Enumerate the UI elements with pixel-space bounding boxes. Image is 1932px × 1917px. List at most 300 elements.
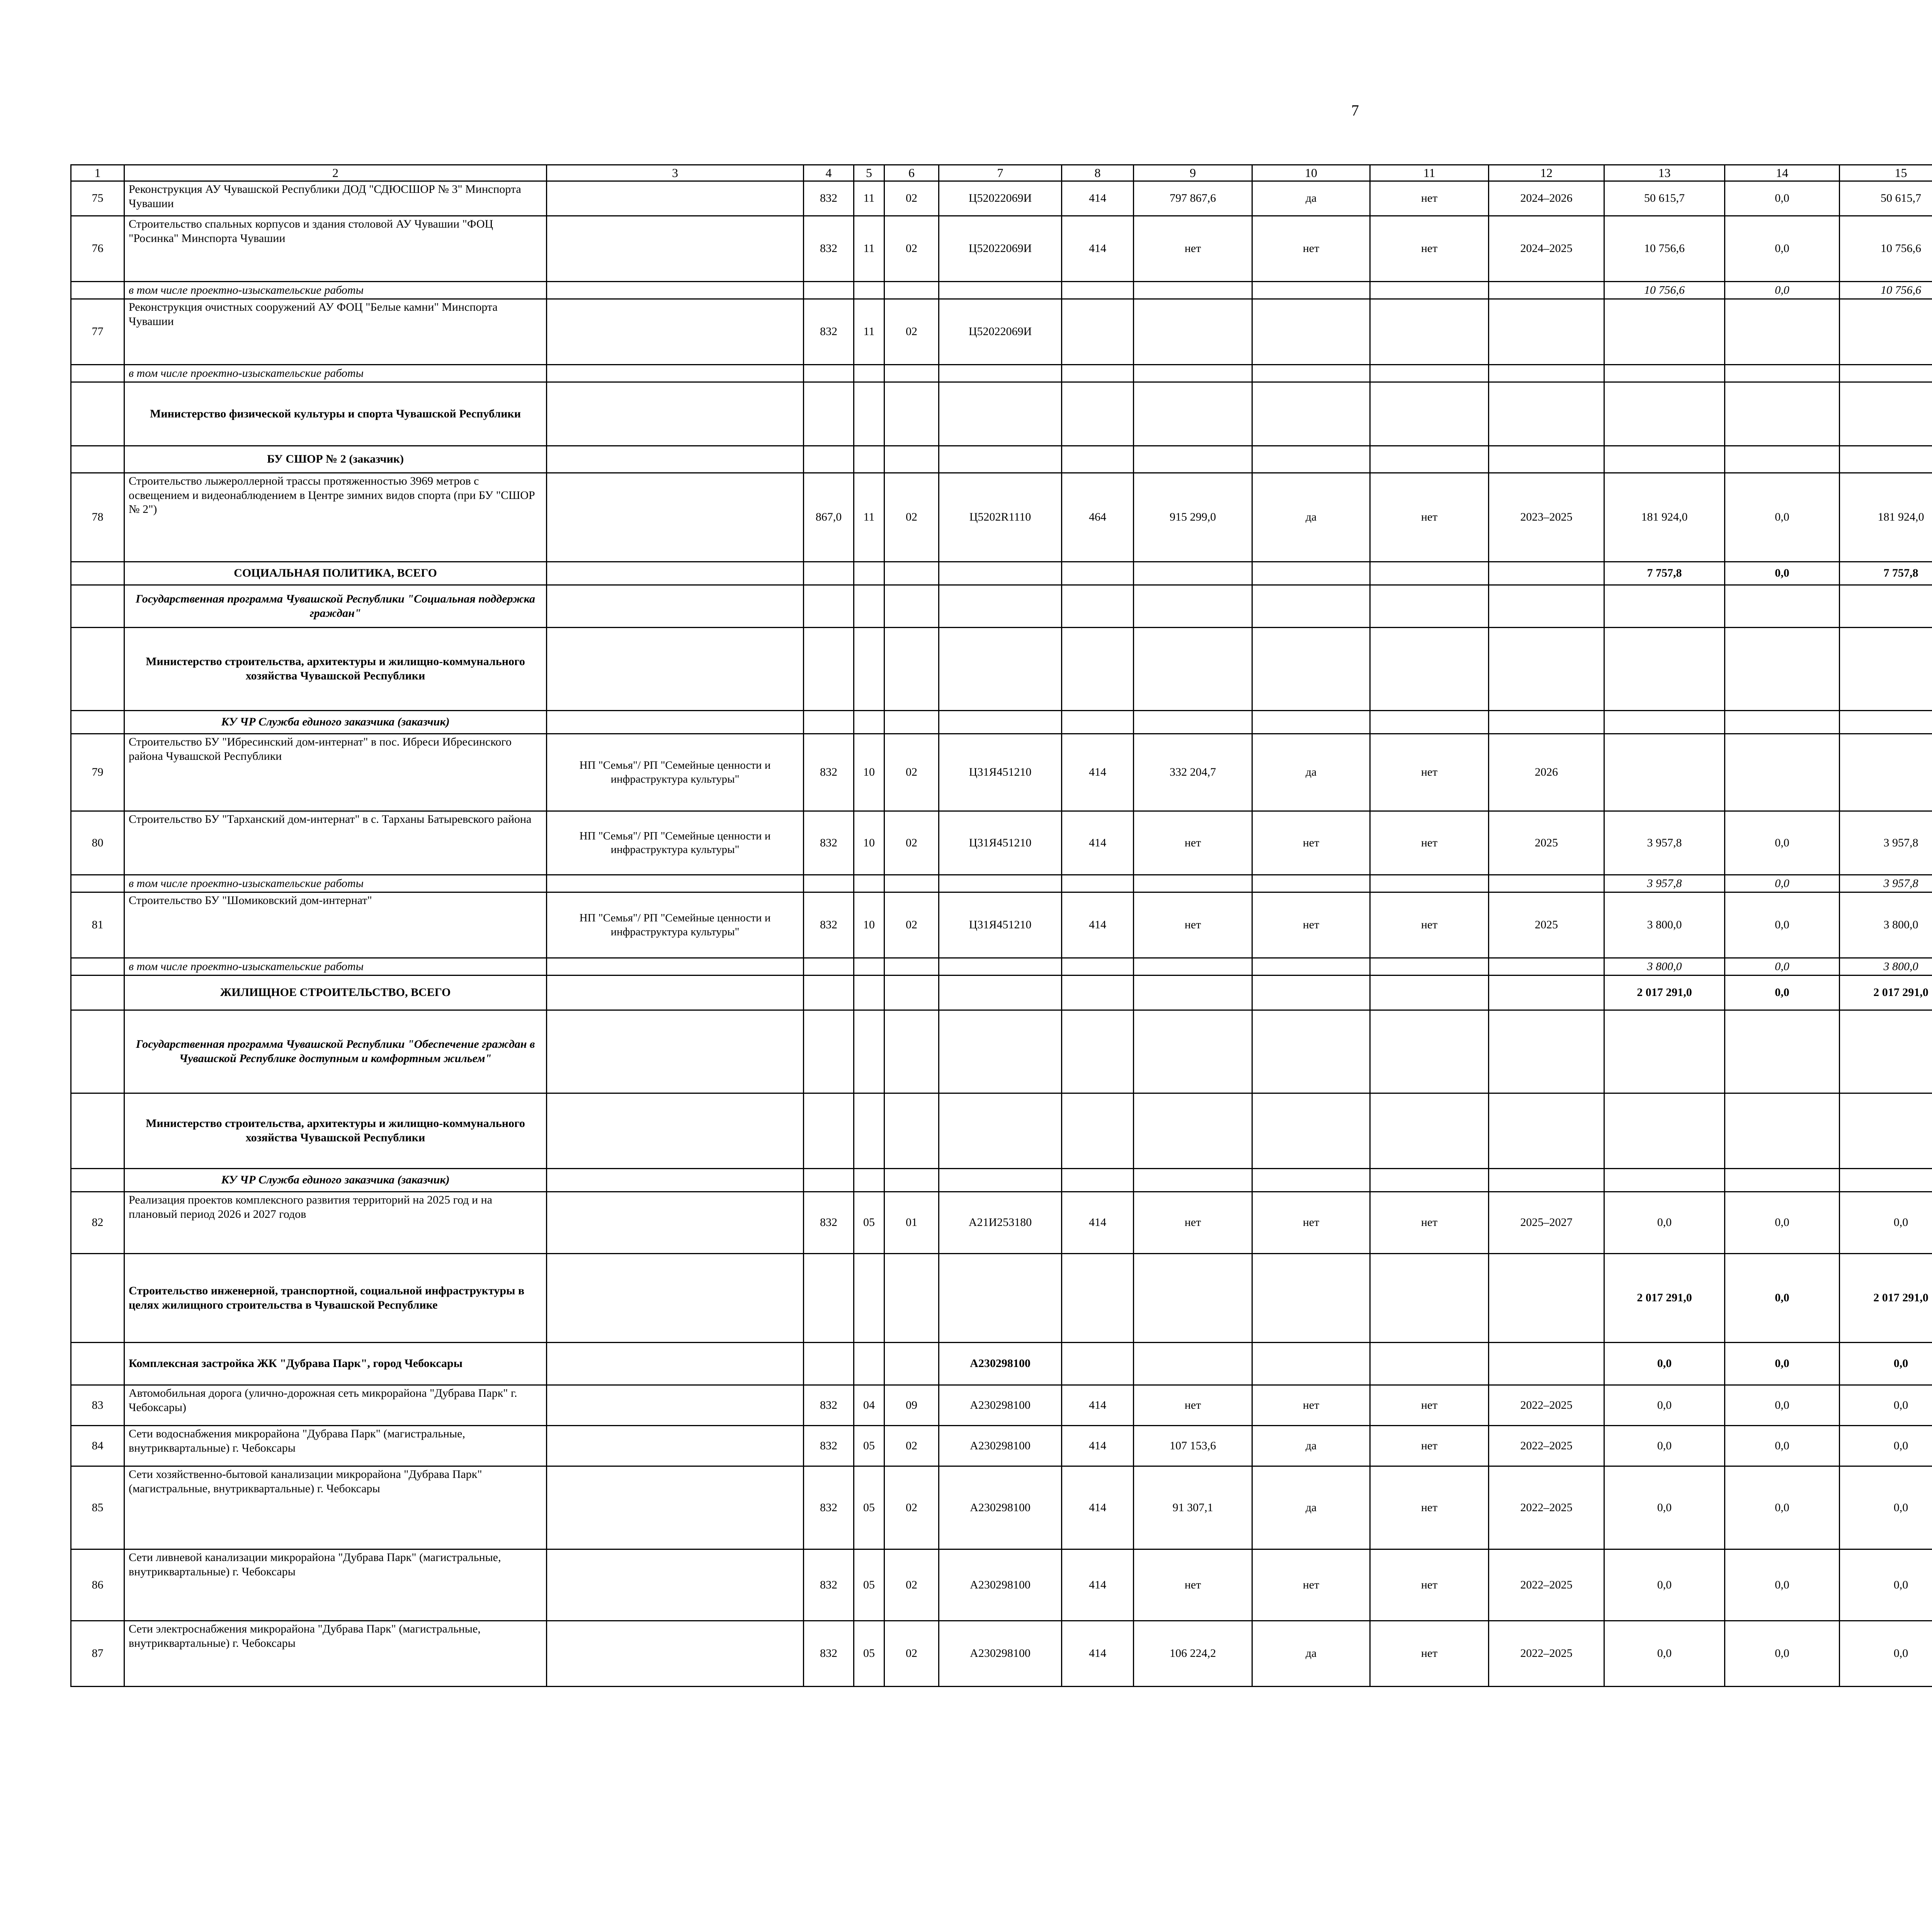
table-row xyxy=(71,473,1932,562)
table-cell-col-13 xyxy=(1604,446,1725,473)
table-cell-col-14: 0,0 xyxy=(1725,216,1840,282)
table-cell-col-3 xyxy=(547,1466,804,1549)
table-cell-col-7: Ц5202R1110 xyxy=(939,473,1062,562)
row-number-cell xyxy=(71,628,124,711)
table-cell-col-13: 3 800,0 xyxy=(1604,892,1725,958)
table-cell-col-5 xyxy=(854,382,884,446)
table-cell-col-10 xyxy=(1252,1093,1370,1169)
table-cell-col-13: 0,0 xyxy=(1604,1385,1725,1426)
table-row xyxy=(71,365,1932,382)
table-cell-col-3 xyxy=(547,1010,804,1093)
table-row xyxy=(71,1466,1932,1549)
table-cell-col-3 xyxy=(547,1254,804,1343)
table-cell-col-11: нет xyxy=(1370,1192,1489,1254)
table-cell-col-3 xyxy=(547,1426,804,1466)
table-cell-col-9: нет xyxy=(1134,216,1252,282)
table-cell-col-6 xyxy=(884,365,939,382)
table-cell-col-15 xyxy=(1840,1010,1932,1093)
table-cell-col-3 xyxy=(547,216,804,282)
table-cell-col-10: да xyxy=(1252,473,1370,562)
table-cell-col-4 xyxy=(804,976,854,1010)
table-cell-col-11: нет xyxy=(1370,473,1489,562)
row-number-cell: 75 xyxy=(71,181,124,216)
object-name-cell: Реконструкция АУ Чувашской Республики ДОД "СДЮСШОР № 3" Минспорта Чувашии xyxy=(124,181,547,216)
table-cell-col-3 xyxy=(547,562,804,585)
table-cell-col-12 xyxy=(1489,299,1604,365)
table-cell-col-4 xyxy=(804,711,854,734)
table-cell-col-15: 50 615,7 xyxy=(1840,181,1932,216)
table-cell-col-10: нет xyxy=(1252,1549,1370,1621)
table-cell-col-11 xyxy=(1370,1343,1489,1385)
table-cell-col-9 xyxy=(1134,446,1252,473)
table-cell-col-5: 04 xyxy=(854,1385,884,1426)
table-cell-col-4: 832 xyxy=(804,216,854,282)
table-cell-col-12: 2022–2025 xyxy=(1489,1426,1604,1466)
table-cell-col-11 xyxy=(1370,711,1489,734)
table-cell-col-15: 0,0 xyxy=(1840,1621,1932,1687)
table-cell-col-13: 0,0 xyxy=(1604,1343,1725,1385)
column-number-1: 1 xyxy=(71,165,124,181)
table-cell-col-6 xyxy=(884,1010,939,1093)
table-cell-col-12 xyxy=(1489,282,1604,299)
table-cell-col-12 xyxy=(1489,382,1604,446)
page-number: 7 xyxy=(1351,102,1359,119)
table-cell-col-11 xyxy=(1370,875,1489,892)
table-cell-col-4: 832 xyxy=(804,299,854,365)
table-row xyxy=(71,628,1932,711)
table-cell-col-10: нет xyxy=(1252,1192,1370,1254)
row-number-cell xyxy=(71,958,124,976)
table-cell-col-3 xyxy=(547,365,804,382)
table-cell-col-14: 0,0 xyxy=(1725,473,1840,562)
table-cell-col-9: нет xyxy=(1134,1549,1252,1621)
table-cell-col-5: 10 xyxy=(854,892,884,958)
table-cell-col-14: 0,0 xyxy=(1725,1466,1840,1549)
table-cell-col-8: 414 xyxy=(1062,181,1134,216)
row-number-cell: 82 xyxy=(71,1192,124,1254)
table-cell-col-7 xyxy=(939,711,1062,734)
table-cell-col-3 xyxy=(547,1169,804,1192)
table-cell-col-15: 10 756,6 xyxy=(1840,282,1932,299)
table-cell-col-12 xyxy=(1489,562,1604,585)
table-cell-col-12 xyxy=(1489,1093,1604,1169)
table-cell-col-10 xyxy=(1252,976,1370,1010)
object-name-cell: Министерство физической культуры и спорта Чувашской Республики xyxy=(124,382,547,446)
table-cell-col-12: 2023–2025 xyxy=(1489,473,1604,562)
table-cell-col-7 xyxy=(939,958,1062,976)
table-cell-col-7: А230298100 xyxy=(939,1549,1062,1621)
table-row xyxy=(71,282,1932,299)
table-cell-col-12 xyxy=(1489,711,1604,734)
table-cell-col-13 xyxy=(1604,628,1725,711)
table-cell-col-13: 2 017 291,0 xyxy=(1604,976,1725,1010)
table-cell-col-14 xyxy=(1725,711,1840,734)
table-cell-col-3 xyxy=(547,1343,804,1385)
table-cell-col-6 xyxy=(884,958,939,976)
table-cell-col-14: 0,0 xyxy=(1725,282,1840,299)
table-cell-col-13 xyxy=(1604,1010,1725,1093)
table-cell-col-12 xyxy=(1489,976,1604,1010)
table-cell-col-15 xyxy=(1840,734,1932,811)
table-cell-col-13: 0,0 xyxy=(1604,1192,1725,1254)
table-cell-col-5: 11 xyxy=(854,473,884,562)
table-cell-col-8: 464 xyxy=(1062,473,1134,562)
table-cell-col-7 xyxy=(939,1093,1062,1169)
table-cell-col-10 xyxy=(1252,875,1370,892)
table-row xyxy=(71,181,1932,216)
table-cell-col-6 xyxy=(884,446,939,473)
table-cell-col-8 xyxy=(1062,628,1134,711)
table-cell-col-6: 01 xyxy=(884,1192,939,1254)
column-number-13: 13 xyxy=(1604,165,1725,181)
table-cell-col-12 xyxy=(1489,585,1604,628)
table-cell-col-12: 2025–2027 xyxy=(1489,1192,1604,1254)
table-cell-col-8 xyxy=(1062,1010,1134,1093)
table-cell-col-9 xyxy=(1134,1254,1252,1343)
row-number-cell: 87 xyxy=(71,1621,124,1687)
table-cell-col-12: 2024–2026 xyxy=(1489,181,1604,216)
investment-table xyxy=(70,164,1932,1687)
table-cell-col-3 xyxy=(547,958,804,976)
table-cell-col-9: 915 299,0 xyxy=(1134,473,1252,562)
table-cell-col-13 xyxy=(1604,299,1725,365)
table-cell-col-15 xyxy=(1840,299,1932,365)
object-name-cell: Строительство инженерной, транспортной, социальной инфраструктуры в целях жилищного строительства в Чувашской Республике xyxy=(124,1254,547,1343)
object-name-cell: Реконструкция очистных сооружений АУ ФОЦ "Белые камни" Минспорта Чувашии xyxy=(124,299,547,365)
table-cell-col-15: 181 924,0 xyxy=(1840,473,1932,562)
table-cell-col-15: 0,0 xyxy=(1840,1385,1932,1426)
table-cell-col-9 xyxy=(1134,365,1252,382)
table-cell-col-7: А230298100 xyxy=(939,1343,1062,1385)
table-cell-col-14: 0,0 xyxy=(1725,181,1840,216)
column-number-11: 11 xyxy=(1370,165,1489,181)
table-cell-col-12: 2022–2025 xyxy=(1489,1621,1604,1687)
table-cell-col-9 xyxy=(1134,976,1252,1010)
table-cell-col-5: 11 xyxy=(854,181,884,216)
table-cell-col-4 xyxy=(804,1343,854,1385)
table-cell-col-6 xyxy=(884,711,939,734)
table-cell-col-10: нет xyxy=(1252,216,1370,282)
row-number-cell xyxy=(71,562,124,585)
table-cell-col-10 xyxy=(1252,1254,1370,1343)
table-cell-col-8: 414 xyxy=(1062,1426,1134,1466)
table-row xyxy=(71,216,1932,282)
table-cell-col-14: 0,0 xyxy=(1725,1254,1840,1343)
object-name-cell: Строительство БУ "Ибресинский дом-интернат" в пос. Ибреси Ибресинского района Чувашской Республики xyxy=(124,734,547,811)
table-cell-col-10 xyxy=(1252,562,1370,585)
table-row xyxy=(71,976,1932,1010)
table-cell-col-4 xyxy=(804,446,854,473)
table-cell-col-4 xyxy=(804,562,854,585)
table-cell-col-3 xyxy=(547,1549,804,1621)
row-number-cell: 85 xyxy=(71,1466,124,1549)
table-cell-col-15: 7 757,8 xyxy=(1840,562,1932,585)
table-cell-col-11: нет xyxy=(1370,1385,1489,1426)
table-cell-col-10 xyxy=(1252,1010,1370,1093)
table-cell-col-14 xyxy=(1725,446,1840,473)
table-cell-col-15: 0,0 xyxy=(1840,1466,1932,1549)
table-cell-col-8 xyxy=(1062,875,1134,892)
object-name-cell: Государственная программа Чувашской Республики "Социальная поддержка граждан" xyxy=(124,585,547,628)
table-cell-col-13 xyxy=(1604,382,1725,446)
table-cell-col-8: 414 xyxy=(1062,892,1134,958)
table-cell-col-14: 0,0 xyxy=(1725,562,1840,585)
table-cell-col-6: 02 xyxy=(884,473,939,562)
table-cell-col-4: 832 xyxy=(804,811,854,875)
table-cell-col-5 xyxy=(854,875,884,892)
table-cell-col-4 xyxy=(804,1093,854,1169)
table-cell-col-4: 832 xyxy=(804,1621,854,1687)
table-cell-col-5 xyxy=(854,1010,884,1093)
table-cell-col-9 xyxy=(1134,282,1252,299)
table-cell-col-9: нет xyxy=(1134,892,1252,958)
table-cell-col-5: 05 xyxy=(854,1426,884,1466)
table-cell-col-9: 106 224,2 xyxy=(1134,1621,1252,1687)
table-cell-col-13: 3 957,8 xyxy=(1604,811,1725,875)
table-row xyxy=(71,1426,1932,1466)
table-cell-col-7: А230298100 xyxy=(939,1466,1062,1549)
table-cell-col-6 xyxy=(884,562,939,585)
table-cell-col-10: нет xyxy=(1252,892,1370,958)
table-cell-col-11: нет xyxy=(1370,1466,1489,1549)
table-cell-col-3 xyxy=(547,1093,804,1169)
table-cell-col-3 xyxy=(547,282,804,299)
table-cell-col-7: А230298100 xyxy=(939,1621,1062,1687)
table-cell-col-11 xyxy=(1370,382,1489,446)
table-cell-col-13 xyxy=(1604,734,1725,811)
table-cell-col-6 xyxy=(884,1093,939,1169)
table-cell-col-11: нет xyxy=(1370,216,1489,282)
table-row xyxy=(71,892,1932,958)
table-cell-col-14 xyxy=(1725,628,1840,711)
table-cell-col-7 xyxy=(939,446,1062,473)
table-cell-col-6: 02 xyxy=(884,892,939,958)
table-cell-col-10: нет xyxy=(1252,811,1370,875)
table-cell-col-4 xyxy=(804,628,854,711)
table-cell-col-12: 2022–2025 xyxy=(1489,1549,1604,1621)
table-cell-col-6 xyxy=(884,628,939,711)
table-cell-col-5 xyxy=(854,711,884,734)
table-cell-col-14: 0,0 xyxy=(1725,1549,1840,1621)
table-cell-col-4 xyxy=(804,1169,854,1192)
table-cell-col-15 xyxy=(1840,585,1932,628)
table-cell-col-6: 02 xyxy=(884,299,939,365)
table-cell-col-11: нет xyxy=(1370,1621,1489,1687)
table-cell-col-7 xyxy=(939,628,1062,711)
table-cell-col-14: 0,0 xyxy=(1725,976,1840,1010)
table-cell-col-8 xyxy=(1062,976,1134,1010)
table-cell-col-14 xyxy=(1725,365,1840,382)
table-cell-col-7: Ц52022069И xyxy=(939,181,1062,216)
table-cell-col-12 xyxy=(1489,1254,1604,1343)
table-cell-col-14 xyxy=(1725,1169,1840,1192)
object-name-cell: Комплексная застройка ЖК "Дубрава Парк", город Чебоксары xyxy=(124,1343,547,1385)
table-cell-col-15: 3 957,8 xyxy=(1840,811,1932,875)
table-row xyxy=(71,1010,1932,1093)
table-row xyxy=(71,1192,1932,1254)
table-cell-col-13: 50 615,7 xyxy=(1604,181,1725,216)
table-cell-col-5 xyxy=(854,1254,884,1343)
object-name-cell: СОЦИАЛЬНАЯ ПОЛИТИКА, ВСЕГО xyxy=(124,562,547,585)
table-cell-col-7 xyxy=(939,1169,1062,1192)
table-row xyxy=(71,811,1932,875)
table-cell-col-7: Ц31Я451210 xyxy=(939,811,1062,875)
table-cell-col-13 xyxy=(1604,365,1725,382)
table-cell-col-4: 832 xyxy=(804,892,854,958)
object-name-cell: КУ ЧР Служба единого заказчика (заказчик) xyxy=(124,1169,547,1192)
object-name-cell: в том числе проектно-изыскательские работы xyxy=(124,958,547,976)
table-row xyxy=(71,734,1932,811)
table-cell-col-7: Ц31Я451210 xyxy=(939,734,1062,811)
table-cell-col-9: 107 153,6 xyxy=(1134,1426,1252,1466)
table-cell-col-8 xyxy=(1062,446,1134,473)
object-name-cell: в том числе проектно-изыскательские работы xyxy=(124,365,547,382)
row-number-cell xyxy=(71,976,124,1010)
table-cell-col-12 xyxy=(1489,1010,1604,1093)
table-cell-col-14: 0,0 xyxy=(1725,875,1840,892)
table-cell-col-14 xyxy=(1725,299,1840,365)
table-cell-col-3 xyxy=(547,446,804,473)
table-cell-col-8 xyxy=(1062,711,1134,734)
table-cell-col-12: 2022–2025 xyxy=(1489,1385,1604,1426)
table-cell-col-8 xyxy=(1062,365,1134,382)
table-cell-col-6: 02 xyxy=(884,181,939,216)
table-cell-col-13 xyxy=(1604,711,1725,734)
table-cell-col-7 xyxy=(939,365,1062,382)
table-cell-col-6: 09 xyxy=(884,1385,939,1426)
table-cell-col-7: Ц31Я451210 xyxy=(939,892,1062,958)
table-cell-col-9 xyxy=(1134,1093,1252,1169)
header-row xyxy=(71,165,1932,181)
table-cell-col-8: 414 xyxy=(1062,1192,1134,1254)
table-cell-col-5 xyxy=(854,282,884,299)
table-cell-col-10 xyxy=(1252,711,1370,734)
table-cell-col-7 xyxy=(939,976,1062,1010)
table-cell-col-3 xyxy=(547,628,804,711)
table-cell-col-4: 832 xyxy=(804,734,854,811)
column-number-12: 12 xyxy=(1489,165,1604,181)
table-row xyxy=(71,1093,1932,1169)
row-number-cell: 86 xyxy=(71,1549,124,1621)
table-cell-col-8 xyxy=(1062,299,1134,365)
table-cell-col-12: 2022–2025 xyxy=(1489,1466,1604,1549)
table-cell-col-12 xyxy=(1489,875,1604,892)
table-cell-col-12 xyxy=(1489,628,1604,711)
table-row xyxy=(71,1254,1932,1343)
row-number-cell xyxy=(71,875,124,892)
table-cell-col-10 xyxy=(1252,365,1370,382)
table-cell-col-5 xyxy=(854,585,884,628)
table-cell-col-14 xyxy=(1725,1093,1840,1169)
table-cell-col-5 xyxy=(854,365,884,382)
table-cell-col-4: 832 xyxy=(804,181,854,216)
table-cell-col-8 xyxy=(1062,562,1134,585)
table-row xyxy=(71,585,1932,628)
row-number-cell xyxy=(71,1010,124,1093)
row-number-cell xyxy=(71,1343,124,1385)
column-number-9: 9 xyxy=(1134,165,1252,181)
table-cell-col-13 xyxy=(1604,1093,1725,1169)
table-cell-col-11: нет xyxy=(1370,181,1489,216)
table-cell-col-14: 0,0 xyxy=(1725,892,1840,958)
table-cell-col-3 xyxy=(547,875,804,892)
table-cell-col-11 xyxy=(1370,585,1489,628)
table-cell-col-5 xyxy=(854,446,884,473)
table-cell-col-4 xyxy=(804,1254,854,1343)
table-cell-col-7 xyxy=(939,562,1062,585)
table-cell-col-9 xyxy=(1134,585,1252,628)
object-name-cell: Министерство строительства, архитектуры и жилищно-коммунального хозяйства Чувашской Республики xyxy=(124,628,547,711)
table-cell-col-11: нет xyxy=(1370,1426,1489,1466)
table-cell-col-15 xyxy=(1840,1093,1932,1169)
table-row xyxy=(71,711,1932,734)
table-cell-col-8 xyxy=(1062,282,1134,299)
table-cell-col-5 xyxy=(854,628,884,711)
table-cell-col-6 xyxy=(884,1169,939,1192)
table-cell-col-9 xyxy=(1134,1343,1252,1385)
table-cell-col-14 xyxy=(1725,585,1840,628)
table-cell-col-7 xyxy=(939,282,1062,299)
table-row xyxy=(71,446,1932,473)
table-cell-col-13: 0,0 xyxy=(1604,1549,1725,1621)
table-cell-col-11 xyxy=(1370,1093,1489,1169)
table-cell-col-14: 0,0 xyxy=(1725,1343,1840,1385)
object-name-cell: Сети ливневой канализации микрорайона "Дубрава Парк" (магистральные, внутриквартальные) г. Чебоксары xyxy=(124,1549,547,1621)
table-cell-col-6: 02 xyxy=(884,811,939,875)
table-cell-col-5: 11 xyxy=(854,299,884,365)
object-name-cell: в том числе проектно-изыскательские работы xyxy=(124,282,547,299)
table-cell-col-15: 0,0 xyxy=(1840,1343,1932,1385)
table-cell-col-5: 05 xyxy=(854,1466,884,1549)
row-number-cell xyxy=(71,1093,124,1169)
table-cell-col-8 xyxy=(1062,1343,1134,1385)
table-cell-col-3 xyxy=(547,1385,804,1426)
table-cell-col-15: 10 756,6 xyxy=(1840,216,1932,282)
table-cell-col-4 xyxy=(804,958,854,976)
table-cell-col-9 xyxy=(1134,711,1252,734)
table-cell-col-4 xyxy=(804,875,854,892)
row-number-cell: 83 xyxy=(71,1385,124,1426)
object-name-cell: Строительство БУ "Шомиковский дом-интернат" xyxy=(124,892,547,958)
object-name-cell: в том числе проектно-изыскательские работы xyxy=(124,875,547,892)
table-cell-col-10 xyxy=(1252,958,1370,976)
table-cell-col-5: 05 xyxy=(854,1549,884,1621)
table-cell-col-4: 832 xyxy=(804,1466,854,1549)
table-cell-col-5: 10 xyxy=(854,734,884,811)
row-number-cell xyxy=(71,365,124,382)
object-name-cell: Строительство спальных корпусов и здания столовой АУ Чувашии "ФОЦ "Росинка" Минспорта Чувашии xyxy=(124,216,547,282)
table-cell-col-13: 0,0 xyxy=(1604,1426,1725,1466)
table-cell-col-5 xyxy=(854,562,884,585)
table-cell-col-5: 05 xyxy=(854,1192,884,1254)
table-cell-col-11 xyxy=(1370,1010,1489,1093)
column-number-4: 4 xyxy=(804,165,854,181)
table-cell-col-6: 02 xyxy=(884,1621,939,1687)
table-cell-col-13: 0,0 xyxy=(1604,1466,1725,1549)
table-cell-col-7 xyxy=(939,382,1062,446)
table-cell-col-9: 91 307,1 xyxy=(1134,1466,1252,1549)
table-cell-col-11: нет xyxy=(1370,892,1489,958)
table-cell-col-11 xyxy=(1370,628,1489,711)
table-cell-col-10 xyxy=(1252,1343,1370,1385)
table-cell-col-11 xyxy=(1370,562,1489,585)
table-cell-col-15 xyxy=(1840,365,1932,382)
table-cell-col-3: НП "Семья"/ РП "Семейные ценности и инфраструктура культуры" xyxy=(547,811,804,875)
table-cell-col-13: 0,0 xyxy=(1604,1621,1725,1687)
table-cell-col-11 xyxy=(1370,1254,1489,1343)
table-cell-col-3: НП "Семья"/ РП "Семейные ценности и инфраструктура культуры" xyxy=(547,734,804,811)
table-cell-col-6 xyxy=(884,585,939,628)
